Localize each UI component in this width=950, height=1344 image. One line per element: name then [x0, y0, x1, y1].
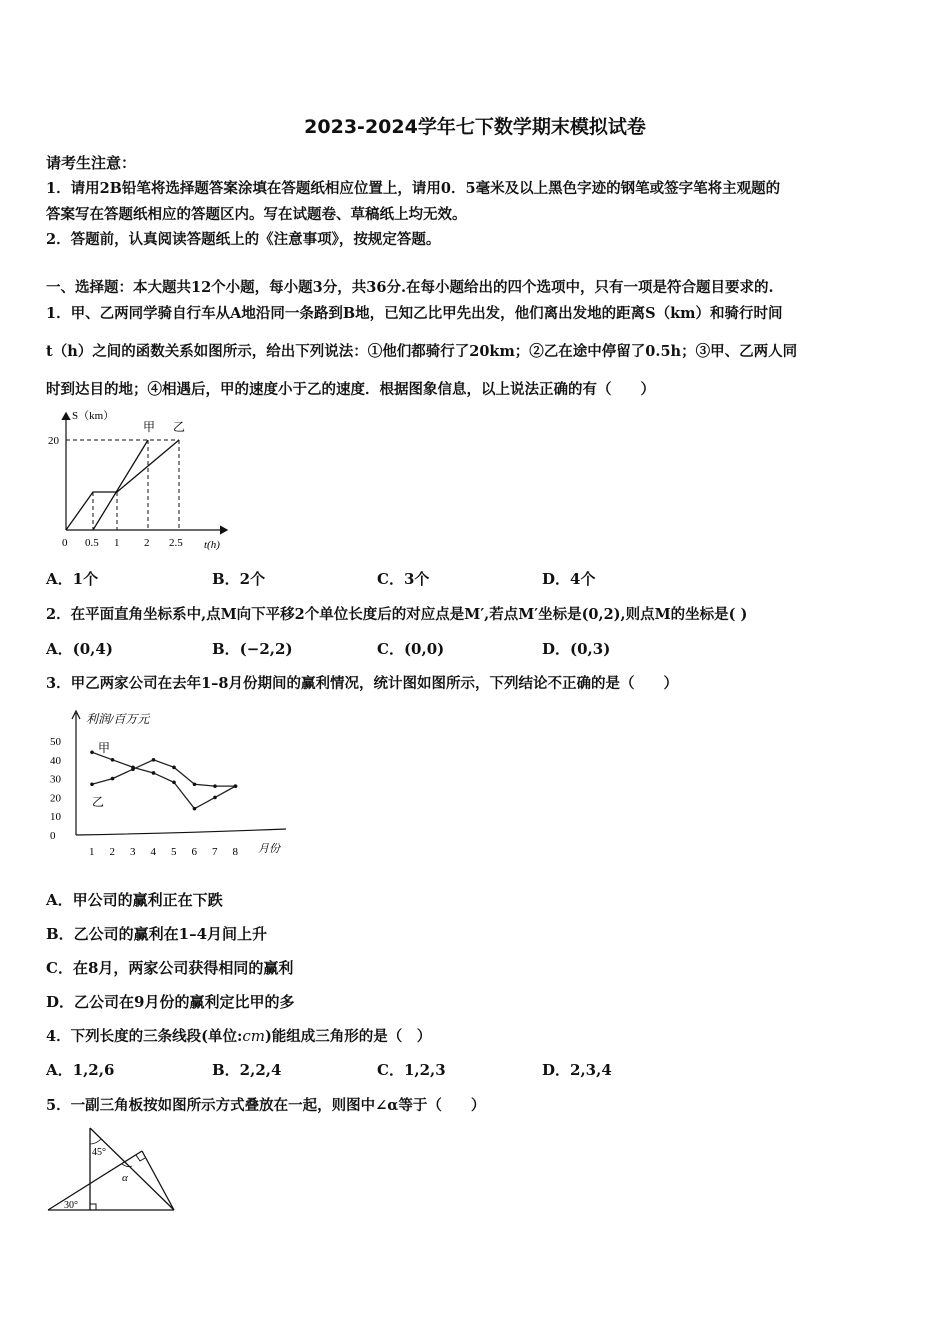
q3-point-乙-6 [193, 782, 197, 786]
q5-text: 5．一副三角板按如图所示方式叠放在一起，则图中∠α等于（ ） [46, 1097, 486, 1114]
notice-line-1: 1．请用2B铅笔将选择题答案涂填在答题纸相应位置上，请用0．5毫米及以上黑色字迹的钢笔或签字笔将主观题的 [46, 180, 781, 197]
q4-text-before: 4．下列长度的三条线段(单位: [46, 1028, 243, 1045]
q3-y-tick-10: 10 [50, 811, 61, 824]
q3-x-tick-2: 2 [109, 846, 115, 858]
q3-point-甲-7 [213, 796, 217, 800]
q1-line-2: t（h）之间的函数关系如图所示，给出下列说法：①他们都骑行了20km；②乙在途中停留了0.5h；③甲、乙两人同 [46, 343, 798, 360]
q3-point-甲-4 [152, 771, 156, 775]
section-heading: 一、选择题：本大题共12个小题，每小题3分，共36分.在每小题给出的四个选项中，只有一项是符合题目要求的. [46, 279, 774, 296]
q1-label-yi: 乙 [173, 420, 186, 434]
q3-x-tick-4: 4 [150, 846, 156, 858]
q3-point-乙-5 [172, 766, 176, 770]
q1-option-b[interactable]: B．2个 [212, 570, 266, 588]
q4-text [46, 1025, 431, 1046]
q1-distance-time-graph [44, 405, 234, 555]
q3-x-axis [76, 829, 286, 835]
q3-legend-yi: 乙 [92, 795, 105, 809]
q2-option-c[interactable]: C．(0,0) [377, 640, 445, 658]
q3-point-乙-7 [213, 784, 217, 788]
q3-x-tick-8: 8 [232, 846, 238, 858]
q3-point-甲-5 [172, 781, 176, 785]
q1-y-tick-20: 20 [48, 435, 59, 447]
q1-line-1: 1．甲、乙两同学骑自行车从A地沿同一条路到B地，已知乙比甲先出发，他们离出发地的距离S（km）和骑行时间 [46, 305, 783, 322]
q4-option-b[interactable]: B．2,2,4 [212, 1061, 282, 1079]
q3-option-c[interactable]: C．在8月，两家公司获得相同的赢利 [46, 959, 294, 977]
notice-heading: 请考生注意： [46, 154, 137, 172]
q3-y-tick-40: 40 [50, 754, 61, 767]
page-title: 2023-2024学年七下数学期末模拟试卷 [304, 116, 646, 138]
q4-option-d[interactable]: D．2,3,4 [542, 1061, 612, 1079]
q1-line-yi [66, 440, 179, 530]
q3-y-tick-50: 50 [50, 736, 61, 748]
q3-x-tick-7: 7 [212, 846, 218, 858]
q4-unit: cm [242, 1027, 265, 1045]
q3-point-乙-4 [152, 758, 156, 762]
q1-x-tick-2.5: 2.5 [169, 537, 183, 549]
q3-legend-jia: 甲 [98, 741, 111, 755]
q3-profit-line-chart [44, 705, 294, 865]
q3-point-甲-2 [111, 758, 115, 762]
q1-x-tick-0.5: 0.5 [85, 537, 99, 549]
q3-x-tick-1: 1 [89, 846, 95, 858]
q1-option-a[interactable]: A．1个 [46, 570, 99, 588]
q3-point-乙-2 [111, 777, 115, 781]
q4-text-after: )能组成三角形的是（ ） [264, 1028, 432, 1045]
q2-text: 2．在平面直角坐标系中,点M向下平移2个单位长度后的对应点是M′,若点M′坐标是(0,2),则点M的坐标是( ) [46, 606, 748, 623]
q5-angle-30: 30° [64, 1200, 78, 1211]
q1-x-tick-1: 1 [114, 537, 120, 549]
q3-point-甲-1 [90, 750, 94, 754]
q3-point-乙-3 [131, 767, 135, 771]
q3-option-b[interactable]: B．乙公司的赢利在1–4月间上升 [46, 925, 268, 943]
q1-option-c[interactable]: C．3个 [377, 570, 430, 588]
q3-option-d[interactable]: D．乙公司在9月份的赢利定比甲的多 [46, 993, 295, 1011]
q2-option-d[interactable]: D．(0,3) [542, 640, 611, 658]
q3-x-axis-title: 月份 [258, 843, 280, 855]
q1-x-tick-2: 2 [144, 537, 150, 549]
q3-y-axis-title: 利润/百万元 [86, 712, 150, 726]
notice-line-3: 2．答题前，认真阅读答题纸上的《注意事项》，按规定答题。 [46, 231, 441, 248]
q3-point-乙-8 [234, 784, 238, 788]
q1-line-3: 时到达目的地；④相遇后，甲的速度小于乙的速度．根据图象信息，以上说法正确的有（ ） [46, 381, 655, 398]
q1-label-jia: 甲 [143, 420, 156, 434]
q5-triangle-figure [44, 1124, 184, 1216]
q5-angle-45: 45° [92, 1147, 106, 1158]
q3-point-乙-1 [90, 782, 94, 786]
q3-text: 3．甲乙两家公司在去年1–8月份期间的赢利情况，统计图如图所示，下列结论不正确的是（ ） [46, 675, 679, 692]
q3-y-tick-0: 0 [50, 830, 56, 842]
q1-line-jia [93, 440, 148, 530]
q1-y-label: S（km） [72, 410, 115, 422]
q5-alpha: α [122, 1172, 128, 1184]
q3-x-tick-6: 6 [191, 846, 197, 858]
q2-option-a[interactable]: A．(0,4) [46, 640, 113, 658]
q1-x-label: t(h) [204, 539, 220, 551]
q2-option-b[interactable]: B．(−2,2) [212, 640, 293, 658]
q3-y-tick-30: 30 [50, 773, 61, 786]
q4-option-a[interactable]: A．1,2,6 [46, 1061, 115, 1079]
q3-y-tick-20: 20 [50, 792, 61, 805]
q1-option-d[interactable]: D．4个 [542, 570, 596, 588]
q3-point-甲-6 [193, 807, 197, 811]
q3-x-tick-5: 5 [171, 846, 177, 858]
q3-series-yi-line [92, 760, 236, 786]
q3-option-a[interactable]: A．甲公司的赢利正在下跌 [46, 891, 223, 909]
notice-line-2: 答案写在答题纸相应的答题区内。写在试题卷、草稿纸上均无效。 [46, 206, 467, 223]
q3-x-tick-3: 3 [130, 846, 136, 858]
q4-option-c[interactable]: C．1,2,3 [377, 1061, 446, 1079]
q1-x-tick-0: 0 [62, 537, 68, 549]
